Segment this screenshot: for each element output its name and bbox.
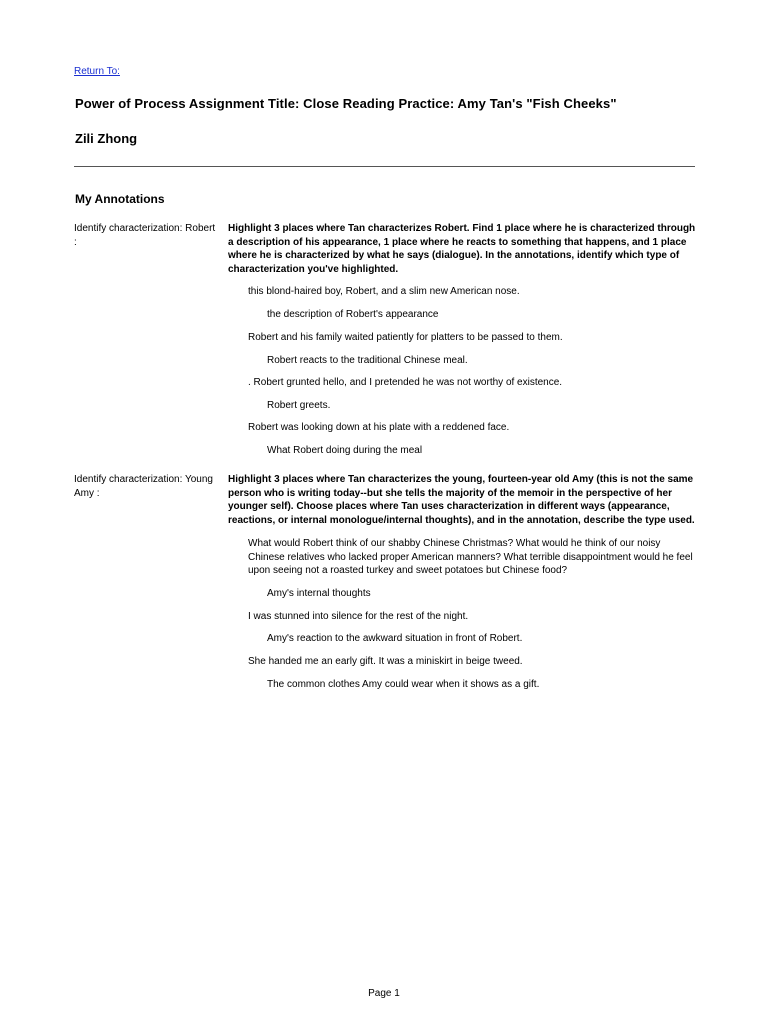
- page-number: Page 1: [368, 988, 400, 999]
- highlighted-quote: I was stunned into silence for the rest of the night.: [248, 611, 469, 622]
- annotation-note: The common clothes Amy could wear when it shows as a gift.: [267, 679, 540, 690]
- highlighted-quote: . Robert grunted hello, and I pretended he was not worthy of existence.: [248, 377, 563, 388]
- annotation-note: What Robert doing during the meal: [267, 445, 423, 456]
- section-heading: My Annotations: [75, 192, 165, 206]
- highlighted-quote: What would Robert think of our shabby Chinese Christmas? What would he think of our noisy Chinese relatives who lacked proper American manners? What terrible disappointment would he feel upon seeing not a roasted turkey and sweet potatoes but Chinese food?: [248, 538, 693, 576]
- annotation-note: Robert reacts to the traditional Chinese meal.: [267, 355, 468, 366]
- highlighted-quote: Robert was looking down at his plate with a reddened face.: [248, 422, 510, 433]
- return-to-link[interactable]: Return To:: [74, 66, 120, 77]
- highlighted-quote: She handed me an early gift. It was a miniskirt in beige tweed.: [248, 656, 523, 667]
- annotation-category-label: Identify characterization: Young Amy :: [74, 474, 213, 499]
- annotation-note: Amy's reaction to the awkward situation in front of Robert.: [267, 633, 523, 644]
- annotation-prompt: Highlight 3 places where Tan characterizes Robert. Find 1 place where he is characterized through a description of his appearance, 1 place where he reacts to something that happens, and 1 place where he is characterized by what he says (dialogue). In the annotations, identify which type of characterization you've highlighted.: [228, 223, 696, 275]
- highlighted-quote: this blond-haired boy, Robert, and a slim new American nose.: [248, 286, 520, 297]
- assignment-title: Power of Process Assignment Title: Close Reading Practice: Amy Tan's "Fish Cheeks": [75, 96, 617, 111]
- student-name: Zili Zhong: [75, 131, 138, 146]
- header-divider: [74, 166, 695, 167]
- annotation-category-label: Identify characterization: Robert :: [74, 223, 216, 248]
- annotation-prompt: Highlight 3 places where Tan characterizes the young, fourteen-year old Amy (this is not the same person who is writing today--but she tells the majority of the memoir in the perspective of her younger self). Choose places where Tan uses characterization in different ways (appearance, reactions, or internal monologue/internal thoughts), and in the annotation, describe the type used.: [228, 474, 695, 526]
- highlighted-quote: Robert and his family waited patiently for platters to be passed to them.: [248, 332, 563, 343]
- annotation-note: the description of Robert's appearance: [267, 309, 439, 320]
- annotation-note: Amy's internal thoughts: [267, 588, 371, 599]
- annotation-note: Robert greets.: [267, 400, 331, 411]
